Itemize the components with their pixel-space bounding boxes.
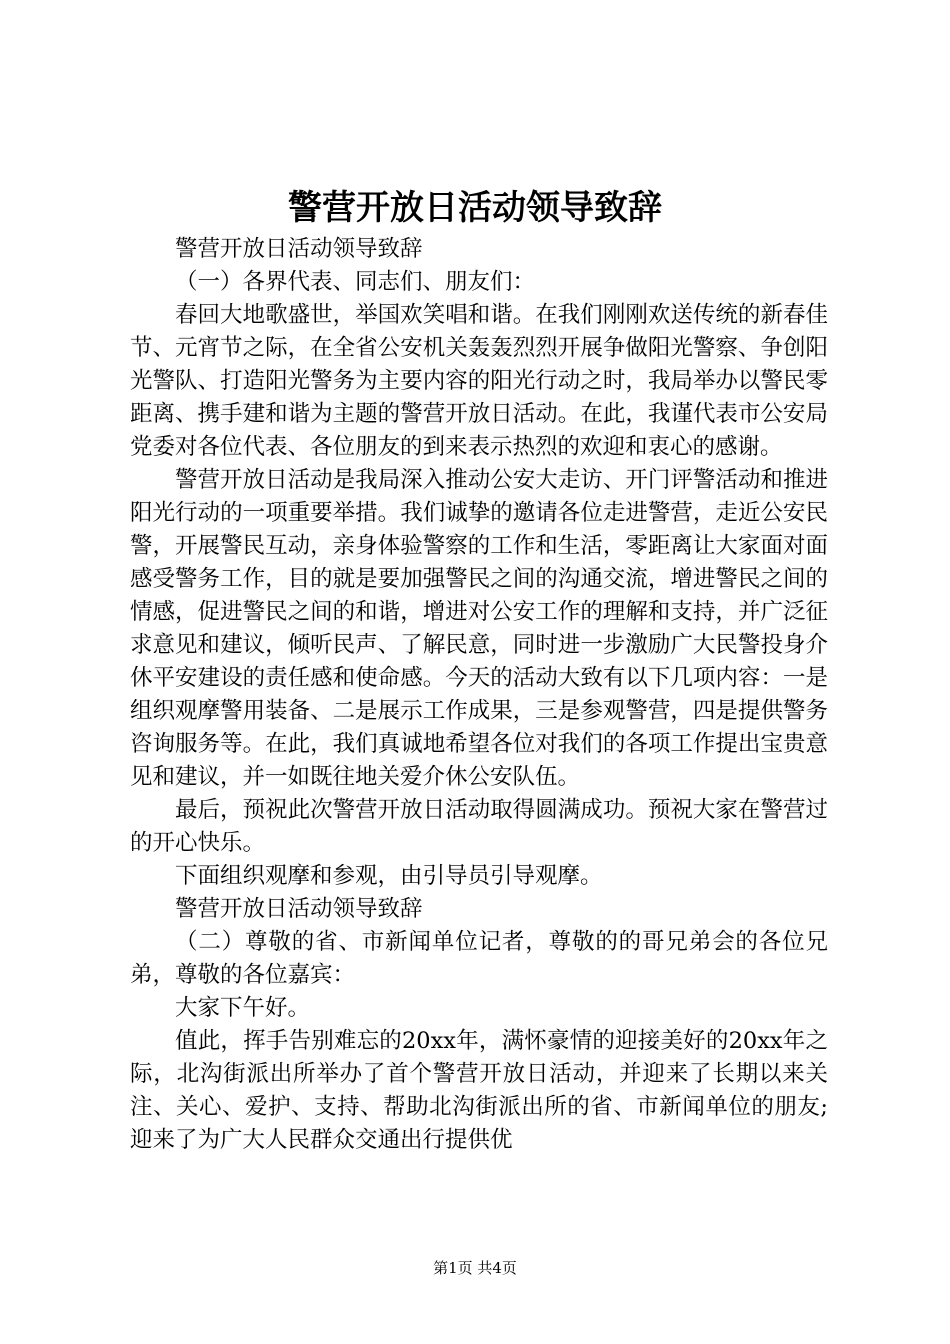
paragraph-salutation-2: （二）尊敬的省、市新闻单位记者，尊敬的的哥兄弟会的各位兄弟，尊敬的各位嘉宾： [130, 929, 828, 988]
paragraph-instruction: 下面组织观摩和参观，由引导员引导观摩。 [175, 863, 603, 889]
paragraph-body-2: 值此，挥手告别难忘的20xx年，满怀豪情的迎接美好的20xx年之际，北沟街派出所举办了首个警营开放日活动，并迎来了长期以来关注、关心、爱护、支持、帮助北沟街派出所的省、市新闻单位的朋友;迎来了为广大人民群众交通出行提供优 [130, 1028, 828, 1153]
document-body [130, 233, 828, 1157]
paragraph-main: 警营开放日活动是我局深入推动公安大走访、开门评警活动和推进阳光行动的一项重要举措。我们诚挚的邀请各位走进警营，走近公安民警，开展警民互动，亲身体验警察的工作和生活，零距离让大家面对面感受警务工作，目的就是要加强警民之间的沟通交流，增进警民之间的情感，促进警民之间的和谐，增进对公安工作的理解和支持，并广泛征求意见和建议，倾听民声、了解民意，同时进一步激励广大民警投身介休平安建设的责任感和使命感。今天的活动大致有以下几项内容：一是组织观摩警用装备、二是展示工作成果，三是参观警营，四是提供警务咨询服务等。在此，我们真诚地希望各位对我们的各项工作提出宝贵意见和建议，并一如既往地关爱介休公安队伍。 [130, 467, 828, 790]
paragraph-subtitle: 警营开放日活动领导致辞 [175, 236, 423, 262]
paragraph-greeting: 大家下午好。 [175, 995, 311, 1021]
paragraph-salutation: （一）各界代表、同志们、朋友们： [175, 269, 536, 295]
document-title: 警营开放日活动领导致辞 [288, 188, 662, 228]
paragraph-closing: 最后，预祝此次警营开放日活动取得圆满成功。预祝大家在警营过的开心快乐。 [130, 797, 828, 856]
paragraph-opening: 春回大地歌盛世，举国欢笑唱和谐。在我们刚刚欢送传统的新春佳节、元宵节之际，在全省公安机关轰轰烈烈开展争做阳光警察、争创阳光警队、打造阳光警务为主要内容的阳光行动之时，我局举办以警民零距离、携手建和谐为主题的警营开放日活动。在此，我谨代表市公安局党委对各位代表、各位朋友的到来表示热烈的欢迎和衷心的感谢。 [130, 302, 828, 460]
paragraph-subtitle-2: 警营开放日活动领导致辞 [175, 896, 423, 922]
page-number: 第1页 共4页 [433, 1259, 517, 1277]
